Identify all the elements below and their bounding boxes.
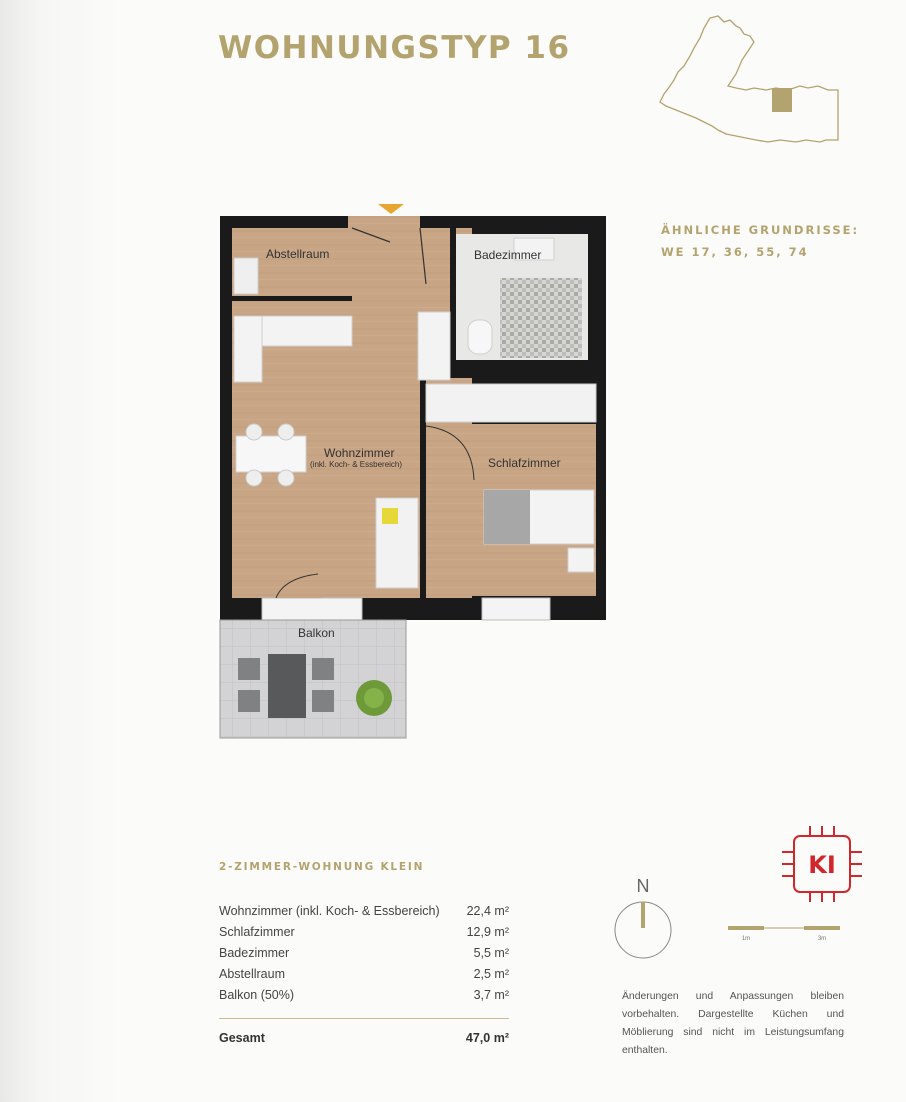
room-label-living-sub: (inkl. Koch- & Essbereich) — [310, 460, 403, 469]
balcony-chair — [238, 690, 260, 712]
compass-needle — [641, 902, 645, 928]
bedroom-wall — [420, 378, 426, 598]
balcony-chair — [238, 658, 260, 680]
balcony-chair — [312, 658, 334, 680]
dining-chair — [246, 470, 262, 486]
room-label-balcony: Balkon — [298, 626, 335, 640]
similar-floorplans-label: ÄHNLICHE GRUNDRISSE: — [661, 223, 860, 237]
window-bottom — [262, 598, 362, 620]
balcony-table — [268, 654, 306, 718]
similar-floorplans — [661, 219, 859, 263]
area-value: 3,7 m² — [473, 988, 509, 1002]
window-bottom — [482, 598, 550, 620]
building-outline — [660, 16, 838, 142]
scale-label: 1m — [741, 936, 751, 942]
wardrobe — [426, 384, 596, 422]
toilet — [468, 320, 492, 354]
total-value: 47,0 m² — [465, 1031, 509, 1045]
scale-label: 3m — [817, 936, 827, 942]
scale-segment — [804, 926, 840, 930]
similar-floorplans-units: WE 17, 36, 55, 74 — [661, 245, 809, 259]
total-row — [219, 1028, 509, 1048]
compass-north-label: N — [636, 876, 650, 896]
area-value: 2,5 m² — [473, 967, 509, 981]
table-row — [219, 922, 509, 943]
storage-wall — [232, 296, 352, 301]
area-name: Abstellraum — [219, 967, 285, 981]
balcony-door-swing — [276, 588, 322, 598]
area-name: Badezimmer — [219, 946, 290, 960]
shelf — [234, 258, 258, 294]
nightstand — [568, 548, 594, 572]
table-row — [219, 901, 509, 922]
room-label-bedroom: Schlafzimmer — [488, 456, 561, 470]
table-row — [219, 985, 509, 1006]
balcony-plant — [364, 688, 384, 708]
shower-tiles — [500, 278, 582, 358]
hall-floor — [350, 228, 420, 318]
area-table — [219, 901, 509, 1006]
dining-table — [236, 436, 306, 472]
area-value: 12,9 m² — [466, 925, 509, 939]
area-name: Wohnzimmer (inkl. Koch- & Essbereich) — [219, 904, 440, 918]
scale-segment — [728, 926, 764, 930]
highlighted-unit — [772, 88, 792, 112]
divider — [219, 1018, 509, 1019]
balcony-chair — [312, 690, 334, 712]
dining-chair — [278, 470, 294, 486]
building-locator-map — [656, 14, 842, 148]
compass — [610, 872, 676, 964]
room-label-bath: Badezimmer — [474, 248, 542, 262]
fridge — [418, 312, 450, 380]
apartment-type: 2-ZIMMER-WOHNUNG KLEIN — [219, 861, 425, 873]
ki-chip-icon — [780, 826, 864, 902]
entrance-marker — [378, 204, 404, 214]
room-label-storage: Abstellraum — [266, 247, 330, 261]
disclaimer: Änderungen und Anpassungen bleiben vorbehalten. Dargestellte Küchen und Möblierung sind nicht im Leistungsumfang enthalten. — [622, 991, 844, 1056]
room-label-living: Wohnzimmer — [324, 446, 395, 460]
floor-plan — [214, 196, 614, 744]
bed-blanket — [484, 490, 530, 544]
dining-chair — [246, 424, 262, 440]
bath-wall — [450, 228, 456, 368]
ki-badge-text: KI — [808, 851, 836, 879]
cushion — [382, 508, 398, 524]
area-name: Schlafzimmer — [219, 925, 295, 939]
area-value: 5,5 m² — [473, 946, 509, 960]
dining-chair — [278, 424, 294, 440]
area-value: 22,4 m² — [466, 904, 509, 918]
kitchen-counter-side — [234, 316, 262, 382]
area-name: Balkon (50%) — [219, 988, 295, 1002]
page-title: WOHNUNGSTYP 16 — [218, 30, 571, 66]
table-row — [219, 964, 509, 985]
bath-bottom-wall — [450, 360, 598, 378]
total-label: Gesamt — [219, 1031, 265, 1045]
table-row — [219, 943, 509, 964]
scale-bar — [724, 920, 848, 944]
entrance-gap — [348, 216, 420, 228]
